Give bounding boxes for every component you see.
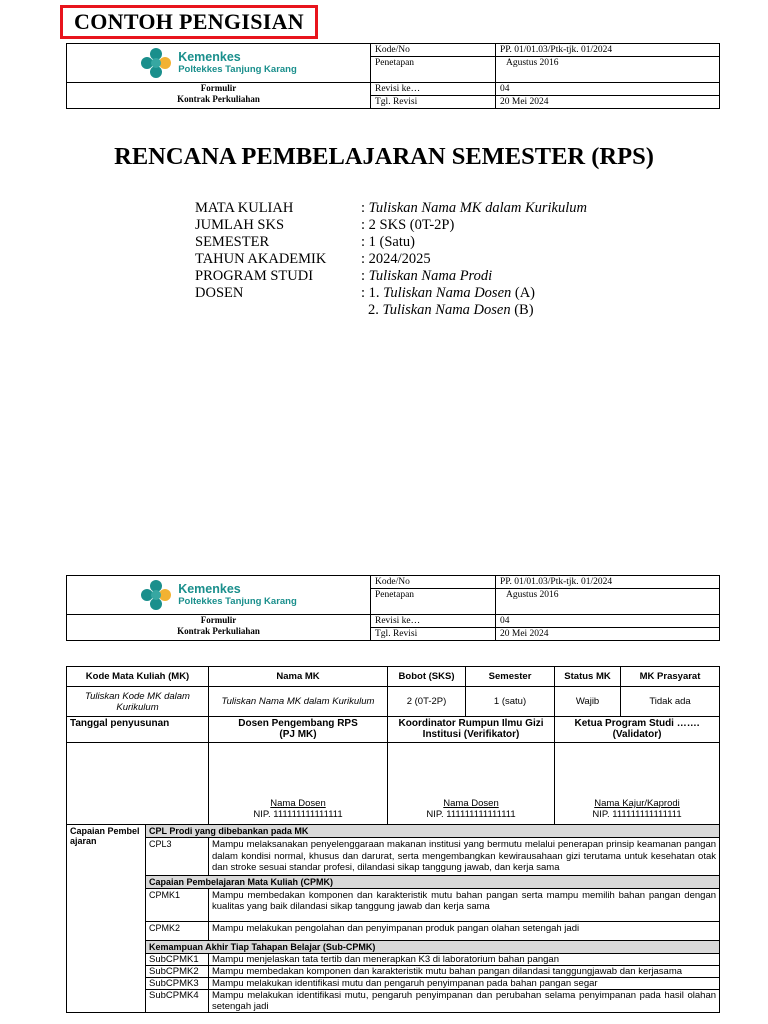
ketua-prodi-heading: Ketua Program Studi ……. (Validator) xyxy=(555,717,720,743)
table-cell: Tidak ada xyxy=(621,687,720,717)
logo-title: Kemenkes xyxy=(178,581,241,596)
info-label: MATA KULIAH xyxy=(195,200,294,216)
logo-cell xyxy=(67,576,371,615)
header-value: 04 xyxy=(496,615,720,628)
info-value: Tuliskan Nama Prodi xyxy=(368,268,493,284)
sub-cpmk-text: Mampu menjelaskan tata tertib dan menerapkan K3 di laboratorium bahan pangan xyxy=(209,953,720,965)
header-value: 20 Mei 2024 xyxy=(496,628,720,641)
header-label: Kode/No xyxy=(371,44,496,57)
sub-cpmk-text: Mampu melakukan identifikasi mutu dan pengaruh penyimpanan pada bahan pangan segar xyxy=(209,977,720,989)
info-label: SEMESTER xyxy=(195,234,270,250)
info-label: PROGRAM STUDI xyxy=(195,268,314,284)
header-label: Penetapan xyxy=(371,57,496,83)
table-header: Kode Mata Kuliah (MK) xyxy=(67,667,209,687)
cpmk-code: CPMK1 xyxy=(146,888,209,921)
dosen-pengembang-heading: Dosen Pengembang RPS (PJ MK) xyxy=(209,717,388,743)
header-label: Tgl. Revisi xyxy=(371,628,496,641)
info-value: : 2024/2025 xyxy=(361,251,431,267)
cpl-code: CPL3 xyxy=(146,838,209,876)
kemenkes-logo-icon xyxy=(140,47,172,79)
header-value: PP. 01/01.03/Ptk-tjk. 01/2024 xyxy=(496,44,720,57)
cpmk-text: Mampu membedakan komponen dan karakteristik mutu bahan pangan serta mampu memilih bahan pangan dengan kualitas yang baik dilandasi sikap tanggung jawab dan kerja sama xyxy=(209,888,720,921)
document-header-1 xyxy=(66,43,720,109)
cpmk-code: CPMK2 xyxy=(146,921,209,940)
sub-cpmk-code: SubCPMK2 xyxy=(146,965,209,977)
table-cell: 1 (satu) xyxy=(466,687,555,717)
table-header: Bobot (SKS) xyxy=(388,667,466,687)
contoh-pengisian-stamp: CONTOH PENGISIAN xyxy=(60,5,318,39)
sub-cpmk-text: Mampu membedakan komponen dan karakteristik mutu bahan pangan dilandasi tanggungjawab dan kerjasama xyxy=(209,965,720,977)
header-value: 20 Mei 2024 xyxy=(496,96,720,109)
kemenkes-logo-icon xyxy=(140,579,172,611)
logo-subtitle: Poltekkes Tanjung Karang xyxy=(178,63,297,75)
sub-cpmk-text: Mampu melakukan identifikasi mutu, pengaruh penyimpanan dan perubahan selama penyimpanan pada hasil olahan setengah jadi xyxy=(209,989,720,1012)
table-cell: Tuliskan Kode MK dalam Kurikulum xyxy=(67,687,209,717)
table-header: MK Prasyarat xyxy=(621,667,720,687)
logo-title: Kemenkes xyxy=(178,49,241,64)
koordinator-heading: Koordinator Rumpun Ilmu Gizi Institusi (Verifikator) xyxy=(388,717,555,743)
cpmk-header: Capaian Pembelajaran Mata Kuliah (CPMK) xyxy=(146,875,720,888)
sub-cpmk-code: SubCPMK3 xyxy=(146,977,209,989)
header-value: Agustus 2016 xyxy=(496,57,720,83)
form-name: Formulir Kontrak Perkuliahan xyxy=(67,615,371,641)
header-label: Revisi ke… xyxy=(371,83,496,96)
header-label: Tgl. Revisi xyxy=(371,96,496,109)
table-header: Status MK xyxy=(555,667,621,687)
signature-dosen: Nama Dosen NIP. 111111111111111 xyxy=(209,743,388,825)
signature-koordinator: Nama Dosen NIP. 111111111111111 xyxy=(388,743,555,825)
header-label: Revisi ke… xyxy=(371,615,496,628)
header-value: 04 xyxy=(496,83,720,96)
table-cell: 2 (0T-2P) xyxy=(388,687,466,717)
table-header: Nama MK xyxy=(209,667,388,687)
info-label: TAHUN AKADEMIK xyxy=(195,251,327,267)
tanggal-cell xyxy=(67,743,209,825)
info-value: Tuliskan Nama Dosen xyxy=(383,285,512,301)
info-value: : 1 (Satu) xyxy=(361,234,415,250)
cpl-header: CPL Prodi yang dibebankan pada MK xyxy=(146,825,720,838)
header-label: Kode/No xyxy=(371,576,496,589)
capaian-pembelajaran-label: Capaian Pembel ajaran xyxy=(67,825,146,1013)
signature-kaprodi: Nama Kajur/Kaprodi NIP. 111111111111111 xyxy=(555,743,720,825)
header-label: Penetapan xyxy=(371,589,496,615)
info-value: Tuliskan Nama Dosen xyxy=(382,302,511,318)
sub-cpmk-header: Kemampuan Akhir Tiap Tahapan Belajar (Sub-CPMK) xyxy=(146,940,720,953)
table-header: Semester xyxy=(466,667,555,687)
table-cell: Wajib xyxy=(555,687,621,717)
rps-table xyxy=(66,666,720,1013)
info-value: Tuliskan Nama MK dalam Kurikulum xyxy=(368,200,587,216)
info-label: DOSEN xyxy=(195,285,244,301)
course-info: MATA KULIAH : Tuliskan Nama MK dalam Kurikulum JUMLAH SKS : 2 SKS (0T-2P) SEMESTER : 1 (Satu) TAHUN AKADEMIK : 2024/2025 PROGRAM STUDI : Tuliskan Nama Prodi DOSEN : 1. Tuliskan Nama Dosen (A) 2. Tuliskan Nama Dosen (B) xyxy=(195,200,587,318)
cpmk-text: Mampu melakukan pengolahan dan penyimpanan produk pangan olahan setengah jadi xyxy=(209,921,720,940)
info-label: JUMLAH SKS xyxy=(195,217,285,233)
header-value: Agustus 2016 xyxy=(496,589,720,615)
sub-cpmk-code: SubCPMK4 xyxy=(146,989,209,1012)
sub-cpmk-code: SubCPMK1 xyxy=(146,953,209,965)
cpl-text: Mampu melaksanakan penyelenggaraan makanan institusi yang bermutu melalui penerapan prinsip keamanan pangan dalam kondisi normal, khusus dan darurat, serta mengembangkan kewirausahaan gizi terutama untuk kesehatan otak dan stroke sesuai standar profesi, dilandasi sikap tanggung jawab, dan kerja sama xyxy=(209,838,720,876)
logo-subtitle: Poltekkes Tanjung Karang xyxy=(178,595,297,607)
document-header-2 xyxy=(66,575,720,641)
table-cell: Tuliskan Nama MK dalam Kurikulum xyxy=(209,687,388,717)
info-value: : 2 SKS (0T-2P) xyxy=(361,217,455,233)
logo-cell xyxy=(67,44,371,83)
tanggal-penyusunan: Tanggal penyusunan xyxy=(67,717,209,743)
header-value: PP. 01/01.03/Ptk-tjk. 01/2024 xyxy=(496,576,720,589)
form-name: Formulir Kontrak Perkuliahan xyxy=(67,83,371,109)
document-title: RENCANA PEMBELAJARAN SEMESTER (RPS) xyxy=(114,143,654,170)
